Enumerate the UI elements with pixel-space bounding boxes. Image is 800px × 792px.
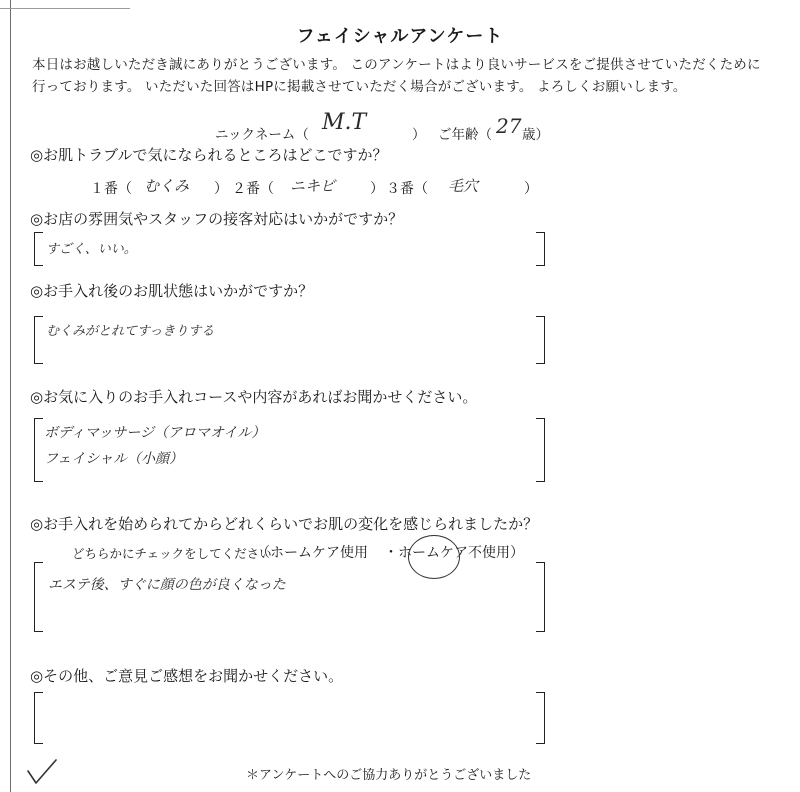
rank2-close: ）: [370, 181, 384, 197]
answer-bracket-right: [536, 418, 545, 482]
question-skin-trouble: ◎お肌トラブルで気になられるところはどこですか？: [30, 146, 388, 164]
nickname-close: ）: [412, 127, 426, 143]
answer-bracket-right: [536, 562, 545, 632]
rank3-value: 毛穴: [448, 177, 479, 195]
nickname-label: ニックネーム（: [215, 127, 309, 143]
thanks-note: ＊アンケートへのご協力ありがとうございました: [246, 768, 532, 783]
answer-atmosphere: すごく、いい。: [46, 242, 137, 257]
rank3-close: ）: [524, 181, 538, 197]
intro-paragraph: 本日はお越しいただき誠にありがとうございます。 このアンケートはより良いサービスをご提供させていただくために行っております。 いただいた回答はHPに掲載させていただく場合がございます。 よろしくお願いします。: [32, 57, 761, 95]
age-value: 27: [496, 114, 522, 138]
nickname-value: M.T: [322, 110, 367, 135]
option-homecare-used: （ホームケア使用: [256, 545, 368, 561]
option-homecare-not-used: ・ホームケア不使用）: [384, 545, 524, 561]
rank3-label: ３番（: [386, 181, 428, 197]
rank1-value: むくみ: [144, 177, 190, 195]
check-mark-icon: [24, 757, 60, 787]
age-label: ご年齢（: [438, 127, 492, 143]
hand-drawn-circle: [408, 535, 460, 579]
question-skin-condition: ◎お手入れ後のお肌状態はいかがですか？: [30, 282, 314, 300]
rank2-label: ２番（: [232, 181, 274, 197]
answer-course-line2: フェイシャル（小顔）: [44, 451, 184, 467]
answer-bracket-left: [34, 692, 43, 744]
question-skin-change: ◎お手入れを始められてからどれくらいでお肌の変化を感じられましたか？: [30, 515, 539, 533]
check-instruction: どちらかにチェックをしてください: [72, 546, 272, 561]
header-scrap-line: [0, 0, 130, 9]
answer-skin-change: エステ後、すぐに顔の色が良くなった: [48, 577, 286, 593]
question-other-comments: ◎その他、ご意見ご感想をお聞かせください。: [30, 667, 344, 685]
answer-bracket-left: [34, 232, 43, 266]
answer-bracket-left: [34, 316, 43, 364]
age-unit: 歳）: [522, 127, 549, 143]
rank2-value: ニキビ: [290, 177, 336, 195]
question-favorite-course: ◎お気に入りのお手入れコースや内容があればお聞かせください。: [30, 388, 478, 406]
survey-title: フェイシャルアンケート: [296, 26, 504, 47]
answer-bracket-right: [536, 316, 545, 364]
answer-course-line1: ボディマッサージ（アロマオイル）: [44, 425, 266, 441]
rank1-close: ）: [214, 181, 228, 197]
page-edge-line: [10, 0, 11, 792]
answer-bracket-right: [536, 232, 545, 266]
answer-skin-condition: むくみがとれてすっきりする: [46, 324, 215, 339]
rank1-label: １番（: [90, 181, 132, 197]
question-atmosphere: ◎お店の雰囲気やスタッフの接客対応はいかがですか？: [30, 210, 404, 228]
answer-bracket-left: [34, 562, 43, 632]
answer-bracket-left: [34, 418, 43, 482]
answer-bracket-right: [536, 692, 545, 744]
